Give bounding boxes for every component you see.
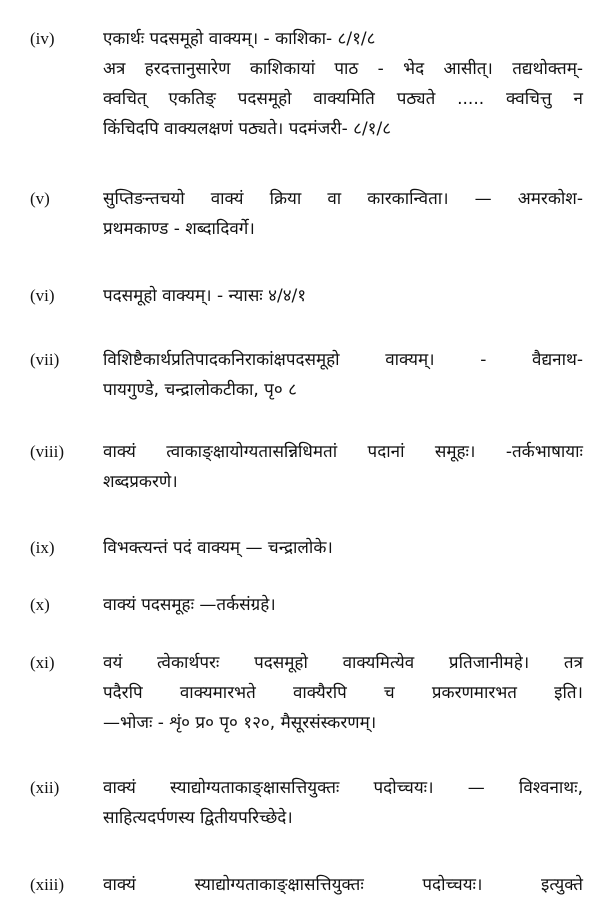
entry-text [103, 345, 583, 405]
entry-text [103, 773, 583, 833]
text-line: अत्र हरदत्तानुसारेण काशिकायां पाठ - भेद आसीत्। तद्यथोक्तम्- [103, 59, 583, 79]
text-line: शब्दप्रकरणे। [103, 472, 178, 492]
text-line: किंचिदपि वाक्यलक्षणं पठ्यते। पदमंजरी- ८/१/८ [103, 119, 392, 139]
entry-number: (iv) [30, 29, 55, 48]
text-line: साहित्यदर्पणस्य द्वितीयपरिच्छेदे। [103, 808, 293, 828]
entry-text [103, 533, 583, 563]
text-line: वाक्यं पदसमूहः —तर्कसंग्रहे। [103, 595, 276, 615]
text-line: विशिष्टैकार्थप्रतिपादकनिराकांक्षपदसमूहो वाक्यम्। - वैद्यनाथ- [103, 350, 583, 370]
text-line: वाक्यं स्याद्योग्यताकाङ्क्षासत्तियुक्तः पदोच्चयः। इत्युक्ते [103, 875, 583, 895]
entry-number: (xi) [30, 653, 55, 672]
entry-text [103, 24, 583, 144]
entry-number: (ix) [30, 538, 55, 557]
text-line: पायगुण्डे, चन्द्रालोकटीका, पृ० ८ [103, 380, 297, 400]
entry-text [103, 184, 583, 244]
entry-number: (vii) [30, 350, 60, 369]
entry-number: (xii) [30, 778, 60, 797]
text-line: क्वचित् एकतिङ् पदसमूहो वाक्यमिति पठ्यते ..... क्वचित्तु न [103, 89, 583, 109]
text-line: वयं त्वेकार्थपरः पदसमूहो वाक्यमित्येव प्रतिजानीमहे। तत्र [103, 653, 583, 673]
text-line: पदैरपि वाक्यमारभते वाक्यैरपि च प्रकरणमारभत इति। [103, 683, 583, 703]
entry-number: (xiii) [30, 875, 64, 894]
entry-number: (vi) [30, 286, 55, 305]
text-line: वाक्यं स्याद्योग्यताकाङ्क्षासत्तियुक्तः पदोच्चयः। — विश्वनाथः, [103, 778, 583, 798]
text-line: सुप्तिङन्तचयो वाक्यं क्रिया वा कारकान्विता। — अमरकोश- [103, 189, 583, 209]
text-line: पदसमूहो वाक्यम्। - न्यासः ४/४/१ [103, 286, 307, 306]
entry-number: (v) [30, 189, 50, 208]
text-line: विभक्त्यन्तं पदं वाक्यम् — चन्द्रालोके। [103, 538, 333, 558]
entry-text [103, 590, 583, 620]
text-line: —भोजः - शृं० प्र० पृ० १२०, मैसूरसंस्करणम्। [103, 713, 377, 733]
entry-text [103, 437, 583, 497]
text-line: एकार्थः पदसमूहो वाक्यम्। - काशिका- ८/१/८ [103, 29, 376, 49]
entry-text [103, 870, 583, 900]
entry-text [103, 281, 583, 311]
text-line: वाक्यं त्वाकाङ्क्षायोग्यतासन्निधिमतां पदानां समूहः। -तर्कभाषायाः [103, 442, 583, 462]
text-line: प्रथमकाण्ड - शब्दादिवर्गे। [103, 219, 255, 239]
entry-number: (viii) [30, 442, 64, 461]
entry-text [103, 648, 583, 738]
entry-number: (x) [30, 595, 50, 614]
